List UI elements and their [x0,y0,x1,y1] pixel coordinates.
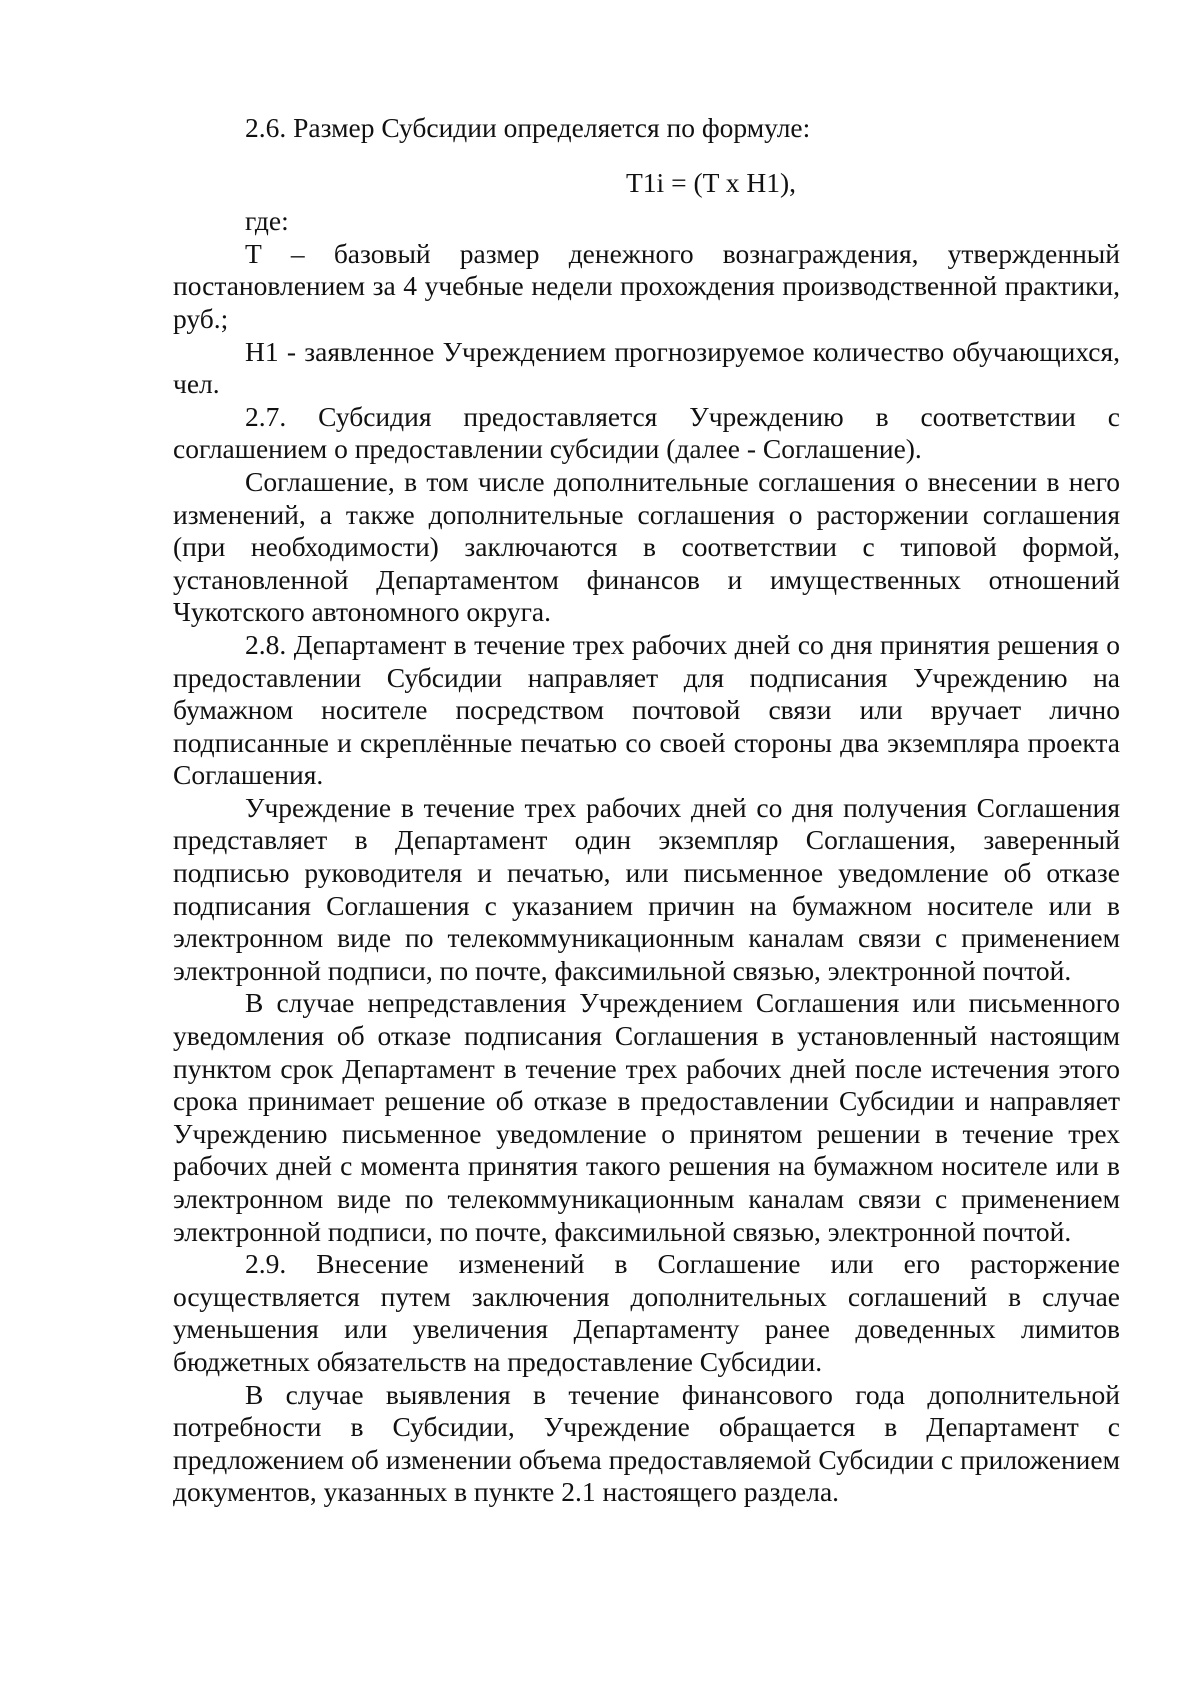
paragraph-2-8: 2.8. Департамент в течение трех рабочих дней со дня принятия решения о предоставлении Субсидии направляет для подписания Учреждению на бумажном носителе посредством почтовой связи или вручает лично подписанные и скреплённые печатью со своей стороны два экземпляра проекта Соглашения. [173,628,1120,791]
paragraph-agreement-form: Соглашение, в том числе дополнительные соглашения о внесении в него изменений, а также дополнительные соглашения о расторжении соглашения (при необходимости) заключаются в соответствии с типовой формой, установленной Департаментом финансов и имущественных отношений Чукотского автономного округа. [173,465,1120,628]
formula-term-t: Т – базовый размер денежного вознаграждения, утвержденный постановлением за 4 учебные недели прохождения производственной практики, руб.; [173,237,1120,334]
paragraph-additional-need: В случае выявления в течение финансового года дополнительной потребности в Субсидии, Учреждение обращается в Департамент с предложением об изменении объема предоставляемой Субсидии с приложением документов, указанных в пункте 2.1 настоящего раздела. [173,1378,1120,1508]
paragraph-2-9: 2.9. Внесение изменений в Соглашение или его расторжение осуществляется путем заключения дополнительных соглашений в случае уменьшения или увеличения Департаменту ранее доведенных лимитов бюджетных обязательств на предоставление Субсидии. [173,1248,1120,1377]
paragraph-institution-response: Учреждение в течение трех рабочих дней со дня получения Соглашения представляет в Департамент один экземпляр Соглашения, заверенный подписью руководителя и печатью, или письменное уведомление об отказе подписания Соглашения с указанием причин на бумажном носителе или в электронном виде по телекоммуникационным каналам связи с применением электронной подписи, по почте, факсимильной связью, электронной почтой. [173,791,1120,986]
paragraph-2-7: 2.7. Субсидия предоставляется Учреждению в соответствии с соглашением о предоставлении субсидии (далее - Соглашение). [173,400,1120,465]
formula-term-h1: Н1 - заявленное Учреждением прогнозируемое количество обучающихся, чел. [173,335,1120,400]
paragraph-2-6: 2.6. Размер Субсидии определяется по формуле: [245,112,811,143]
paragraph-non-submission: В случае непредставления Учреждением Соглашения или письменного уведомления об отказе подписания Соглашения в установленный настоящим пунктом срок Департамент в течение трех рабочих дней после истечения этого срока принимает решение об отказе в предоставлении Субсидии и направляет Учреждению письменное уведомление о принятом решении в течение трех рабочих дней с момента принятия такого решения на бумажном носителе или в электронном виде по телекоммуникационным каналам связи с применением электронной подписи, по почте, факсимильной связью, электронной почтой. [173,987,1120,1247]
subsidy-formula: T1i = (T x H1), [626,166,797,198]
document-body [173,112,1120,1509]
formula-where: где: [245,205,289,237]
